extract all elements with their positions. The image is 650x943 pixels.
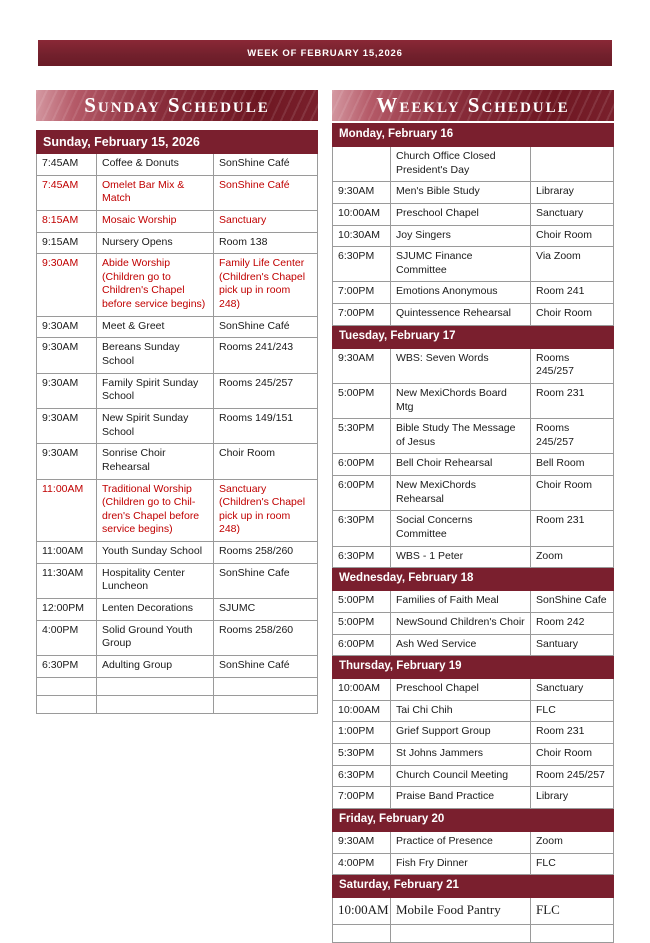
sunday-table-header: Sunday, February 15, 2026 [37, 131, 318, 154]
table-row [333, 853, 614, 875]
time-cell [37, 695, 97, 713]
event-cell: Church Office Closed President's Day [391, 146, 531, 181]
table-row [37, 677, 318, 695]
table-row [333, 546, 614, 568]
event-cell: Bereans Sunday School [97, 338, 214, 373]
table-row [333, 383, 614, 418]
event-cell: Church Council Meeting [391, 765, 531, 787]
weekly-table-body [333, 124, 614, 943]
table-row [37, 444, 318, 479]
time-cell: 10:00AM [333, 679, 391, 701]
event-cell: Fish Fry Dinner [391, 853, 531, 875]
table-row [37, 232, 318, 254]
time-cell: 7:00PM [333, 787, 391, 809]
location-cell: Room 231 [531, 511, 614, 546]
event-cell: Grief Support Group [391, 722, 531, 744]
time-cell: 9:30AM [37, 444, 97, 479]
location-cell: Choir Room [214, 444, 318, 479]
weekly-schedule-title: Weekly Schedule [376, 93, 570, 117]
table-row [37, 655, 318, 677]
time-cell: 7:45AM [37, 154, 97, 176]
location-cell: SJUMC [214, 599, 318, 621]
location-cell: Room 231 [531, 722, 614, 744]
event-cell [97, 677, 214, 695]
location-cell: Room 231 [531, 383, 614, 418]
location-cell: Choir Room [531, 744, 614, 766]
day-header-row [333, 808, 614, 831]
table-row [333, 831, 614, 853]
sunday-schedule-title: Sunday Schedule [84, 93, 270, 117]
time-cell: 1:00PM [333, 722, 391, 744]
location-cell: Zoom [531, 831, 614, 853]
location-cell: Rooms 241/243 [214, 338, 318, 373]
event-cell: Abide Worship (Children go to Children's Chapel before service begins) [97, 254, 214, 317]
location-cell: Room 242 [531, 612, 614, 634]
week-banner-text: WEEK OF FEBRUARY 15,2026 [247, 47, 403, 59]
table-row [333, 203, 614, 225]
table-row [37, 479, 318, 542]
time-cell: 6:00PM [333, 454, 391, 476]
table-row [37, 695, 318, 713]
table-row [333, 348, 614, 383]
time-cell: 8:15AM [37, 210, 97, 232]
table-row [333, 612, 614, 634]
time-cell: 12:00PM [37, 599, 97, 621]
day-header-row [333, 656, 614, 679]
event-cell: Bell Choir Rehearsal [391, 454, 531, 476]
sunday-table [36, 130, 318, 714]
location-cell: Rooms 149/151 [214, 408, 318, 443]
location-cell: Room 245/257 [531, 765, 614, 787]
time-cell: 9:30AM [37, 408, 97, 443]
day-header-row [333, 124, 614, 147]
location-cell: SonShine Café [214, 316, 318, 338]
time-cell: 5:30PM [333, 744, 391, 766]
time-cell: 9:30AM [333, 182, 391, 204]
table-row [333, 634, 614, 656]
location-cell: Bell Room [531, 454, 614, 476]
time-cell [37, 677, 97, 695]
table-row [333, 679, 614, 701]
table-row [333, 511, 614, 546]
table-row [333, 182, 614, 204]
day-header-row [333, 325, 614, 348]
time-cell: 9:30AM [37, 338, 97, 373]
day-header-row [333, 568, 614, 591]
time-cell: 10:00AM [333, 898, 391, 925]
event-cell: Hospitality Center Luncheon [97, 563, 214, 598]
table-row [333, 146, 614, 181]
event-cell: New Spirit Sunday School [97, 408, 214, 443]
sunday-table-header-row [37, 131, 318, 154]
location-cell: Rooms 245/257 [214, 373, 318, 408]
time-cell: 4:00PM [37, 620, 97, 655]
location-cell: SonShine Cafe [531, 591, 614, 613]
time-cell: 9:30AM [333, 348, 391, 383]
event-cell: Sonrise Choir Rehearsal [97, 444, 214, 479]
table-row [37, 338, 318, 373]
event-cell: Families of Faith Meal [391, 591, 531, 613]
location-cell: Library [531, 787, 614, 809]
table-row [333, 744, 614, 766]
table-row [333, 722, 614, 744]
event-cell: Ash Wed Service [391, 634, 531, 656]
table-row [333, 282, 614, 304]
location-cell: SonShine Café [214, 175, 318, 210]
table-row [333, 419, 614, 454]
event-cell: Youth Sunday School [97, 542, 214, 564]
sunday-table-body [37, 154, 318, 714]
event-cell: Joy Singers [391, 225, 531, 247]
event-cell: Preschool Chapel [391, 203, 531, 225]
location-cell [214, 677, 318, 695]
time-cell: 7:45AM [37, 175, 97, 210]
time-cell: 6:30PM [37, 655, 97, 677]
table-row [333, 591, 614, 613]
time-cell: 11:30AM [37, 563, 97, 598]
table-row [333, 225, 614, 247]
event-cell: WBS - 1 Peter [391, 546, 531, 568]
event-cell: Practice of Presence [391, 831, 531, 853]
location-cell: Choir Room [531, 304, 614, 326]
table-row [37, 542, 318, 564]
time-cell: 10:00AM [333, 700, 391, 722]
weekly-table [332, 123, 614, 943]
location-cell: Choir Room [531, 476, 614, 511]
event-cell: Men's Bible Study [391, 182, 531, 204]
table-row [37, 620, 318, 655]
time-cell: 4:00PM [333, 853, 391, 875]
event-cell: Traditional Worship (Children go to Chil-dren's Chapel before service begins) [97, 479, 214, 542]
location-cell [531, 925, 614, 943]
location-cell: Sanctuary [531, 679, 614, 701]
location-cell: Rooms 245/257 [531, 419, 614, 454]
time-cell: 9:30AM [37, 254, 97, 317]
time-cell: 9:30AM [333, 831, 391, 853]
event-cell: Lenten Decorations [97, 599, 214, 621]
event-cell [391, 925, 531, 943]
table-row [333, 765, 614, 787]
event-cell: Adulting Group [97, 655, 214, 677]
location-cell: FLC [531, 853, 614, 875]
table-row [37, 210, 318, 232]
location-cell: SonShine Café [214, 655, 318, 677]
table-row [333, 700, 614, 722]
day-header-label: Monday, February 16 [333, 124, 614, 147]
location-cell: Sanctuary [214, 210, 318, 232]
location-cell: FLC [531, 898, 614, 925]
location-cell: SonShine Cafe [214, 563, 318, 598]
location-cell: FLC [531, 700, 614, 722]
time-cell [333, 925, 391, 943]
location-cell: Libraray [531, 182, 614, 204]
event-cell: St Johns Jammers [391, 744, 531, 766]
location-cell: Sanctuary (Children's Chapel pick up in room 248) [214, 479, 318, 542]
table-row [333, 476, 614, 511]
table-row [37, 373, 318, 408]
time-cell: 10:30AM [333, 225, 391, 247]
event-cell: Mosaic Worship [97, 210, 214, 232]
table-row [37, 254, 318, 317]
event-cell: Family Spirit Sunday School [97, 373, 214, 408]
weekly-column [332, 90, 614, 943]
table-row [333, 787, 614, 809]
location-cell: Rooms 258/260 [214, 542, 318, 564]
event-cell: NewSound Children's Choir [391, 612, 531, 634]
table-row [37, 563, 318, 598]
time-cell: 6:30PM [333, 511, 391, 546]
table-row [37, 175, 318, 210]
time-cell: 6:30PM [333, 765, 391, 787]
table-row [37, 599, 318, 621]
time-cell [333, 146, 391, 181]
weekly-schedule-banner [332, 90, 614, 121]
event-cell: WBS: Seven Words [391, 348, 531, 383]
location-cell: Room 138 [214, 232, 318, 254]
time-cell: 11:00AM [37, 542, 97, 564]
time-cell: 9:15AM [37, 232, 97, 254]
table-row [333, 454, 614, 476]
location-cell: Sanctuary [531, 203, 614, 225]
event-cell: Bible Study The Message of Jesus [391, 419, 531, 454]
time-cell: 5:00PM [333, 612, 391, 634]
time-cell: 5:30PM [333, 419, 391, 454]
event-cell: SJUMC Finance Committee [391, 247, 531, 282]
event-cell: Nursery Opens [97, 232, 214, 254]
time-cell: 10:00AM [333, 203, 391, 225]
table-row [37, 316, 318, 338]
event-cell: New MexiChords Rehearsal [391, 476, 531, 511]
time-cell: 6:00PM [333, 476, 391, 511]
location-cell: Room 241 [531, 282, 614, 304]
location-cell: SonShine Café [214, 154, 318, 176]
sunday-column [36, 90, 318, 714]
table-row [333, 247, 614, 282]
day-header-label: Thursday, February 19 [333, 656, 614, 679]
table-row [37, 408, 318, 443]
table-row [333, 304, 614, 326]
table-row [333, 898, 614, 925]
event-cell: Meet & Greet [97, 316, 214, 338]
location-cell [531, 146, 614, 181]
time-cell: 6:30PM [333, 546, 391, 568]
time-cell: 9:30AM [37, 316, 97, 338]
location-cell: Santuary [531, 634, 614, 656]
event-cell: Solid Ground Youth Group [97, 620, 214, 655]
event-cell: Praise Band Practice [391, 787, 531, 809]
time-cell: 6:30PM [333, 247, 391, 282]
location-cell: Zoom [531, 546, 614, 568]
event-cell: Social Concerns Committee [391, 511, 531, 546]
sunday-schedule-banner [36, 90, 318, 121]
location-cell: Choir Room [531, 225, 614, 247]
location-cell: Via Zoom [531, 247, 614, 282]
event-cell: New MexiChords Board Mtg [391, 383, 531, 418]
event-cell: Emotions Anonymous [391, 282, 531, 304]
week-banner [38, 40, 612, 66]
event-cell: Omelet Bar Mix & Match [97, 175, 214, 210]
event-cell: Coffee & Donuts [97, 154, 214, 176]
event-cell: Quintessence Rehearsal [391, 304, 531, 326]
day-header-label: Friday, February 20 [333, 808, 614, 831]
location-cell: Rooms 258/260 [214, 620, 318, 655]
table-row [333, 925, 614, 943]
time-cell: 9:30AM [37, 373, 97, 408]
time-cell: 6:00PM [333, 634, 391, 656]
location-cell: Rooms 245/257 [531, 348, 614, 383]
day-header-label: Wednesday, February 18 [333, 568, 614, 591]
event-cell: Preschool Chapel [391, 679, 531, 701]
location-cell [214, 695, 318, 713]
location-cell: Family Life Center (Children's Chapel pick up in room 248) [214, 254, 318, 317]
schedule-columns [36, 90, 614, 943]
day-header-label: Tuesday, February 17 [333, 325, 614, 348]
day-header-row [333, 875, 614, 898]
table-row [37, 154, 318, 176]
time-cell: 5:00PM [333, 383, 391, 418]
time-cell: 7:00PM [333, 304, 391, 326]
time-cell: 5:00PM [333, 591, 391, 613]
event-cell [97, 695, 214, 713]
time-cell: 11:00AM [37, 479, 97, 542]
day-header-label: Saturday, February 21 [333, 875, 614, 898]
event-cell: Mobile Food Pantry [391, 898, 531, 925]
event-cell: Tai Chi Chih [391, 700, 531, 722]
time-cell: 7:00PM [333, 282, 391, 304]
